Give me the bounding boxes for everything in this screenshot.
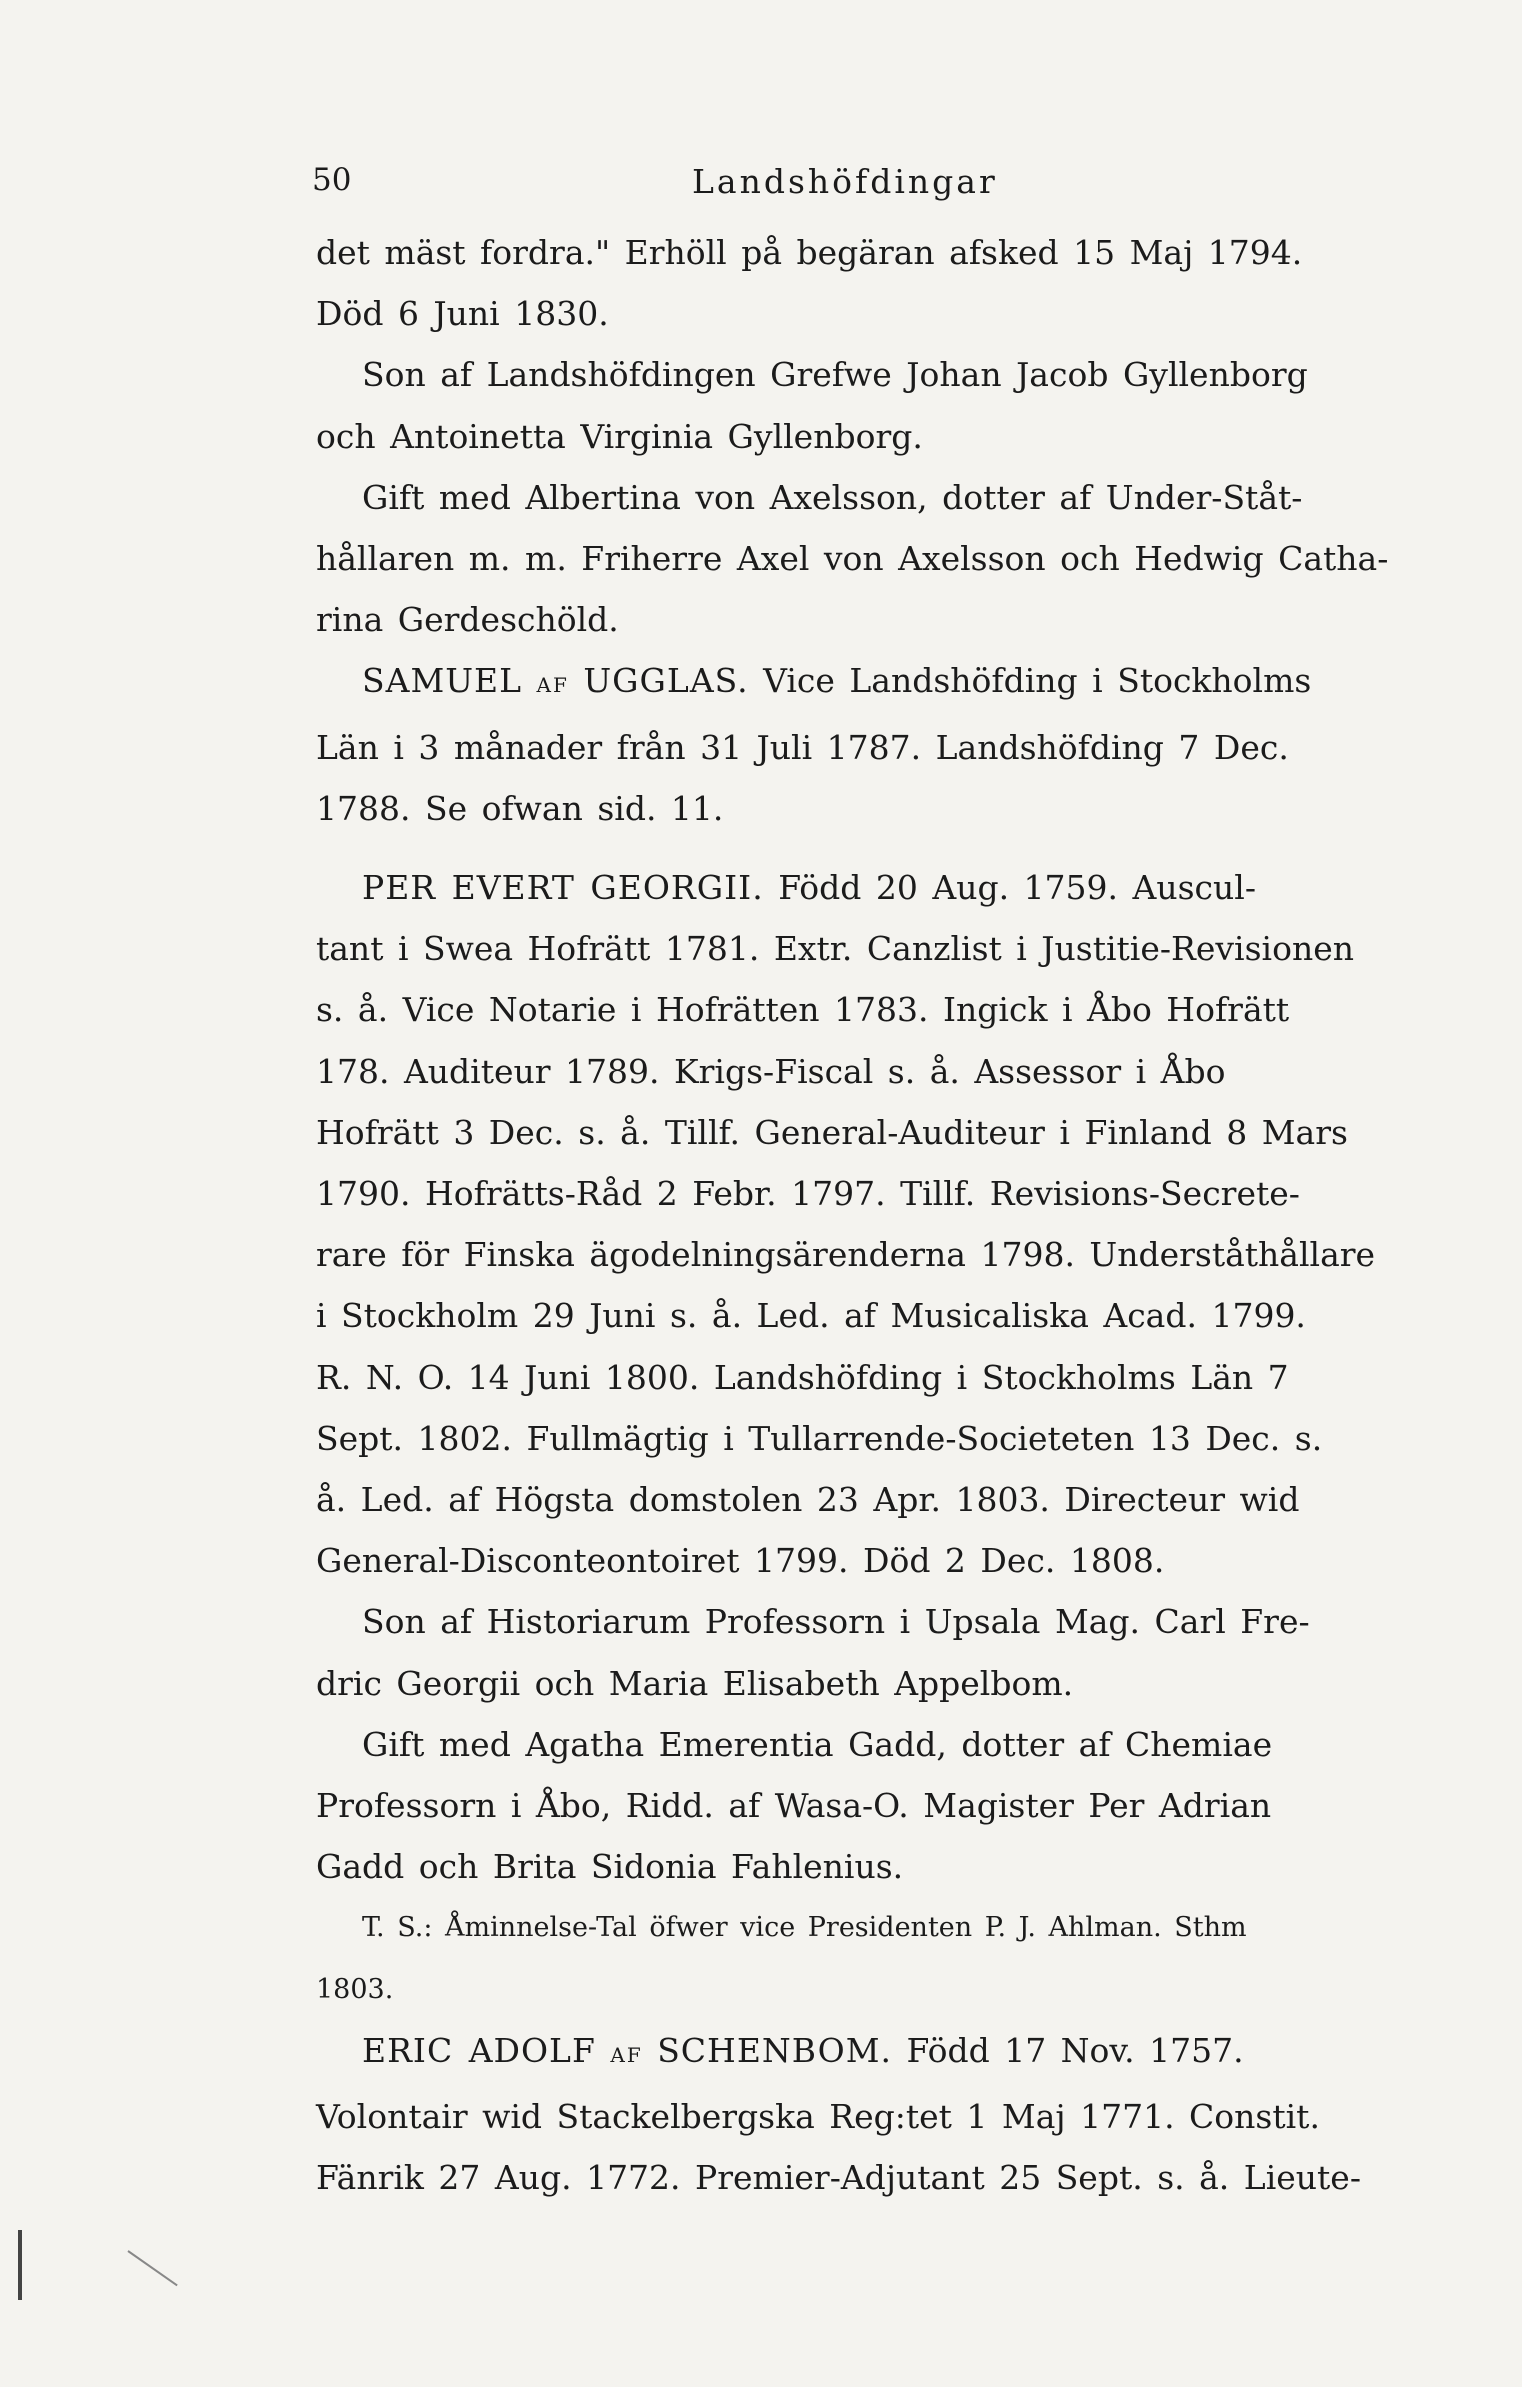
line: Gift med Agatha Emerentia Gadd, dotter af Chemiae — [362, 1724, 1273, 1764]
line: Volontair wid Stackelbergska Reg:tet 1 Maj 1771. Constit. — [316, 2097, 1320, 2137]
line: 1788. Se ofwan sid. 11. — [316, 788, 724, 828]
line: Hofrätt 3 Dec. s. å. Tillf. General-Auditeur i Finland 8 Mars — [316, 1112, 1348, 1152]
page-number: 50 — [312, 162, 352, 198]
person-surname: SCHENBOM. — [657, 2030, 892, 2070]
line: R. N. O. 14 Juni 1800. Landshöfding i Stockholms Län 7 — [316, 1357, 1289, 1397]
footnote-line: 1803. — [316, 1973, 394, 2005]
line: hållaren m. m. Friherre Axel von Axelsson och Hedwig Catha- — [316, 539, 1389, 579]
name-particle: AF — [536, 673, 569, 698]
line: Fänrik 27 Aug. 1772. Premier-Adjutant 25 Sept. s. å. Lieute- — [316, 2158, 1361, 2198]
line: tant i Swea Hofrätt 1781. Extr. Canzlist i Justitie-Revisionen — [316, 929, 1355, 969]
footnote-line: T. S.: Åminnelse-Tal öfwer vice Presidenten P. J. Ahlman. Sthm — [362, 1912, 1247, 1944]
line: rina Gerdeschöld. — [316, 600, 619, 640]
line: Gadd och Brita Sidonia Fahlenius. — [316, 1847, 904, 1887]
line: Län i 3 månader från 31 Juli 1787. Landshöfding 7 Dec. — [316, 727, 1289, 767]
line: Professorn i Åbo, Ridd. af Wasa-O. Magister Per Adrian — [316, 1786, 1272, 1826]
line: General-Disconteontoiret 1799. Död 2 Dec. 1808. — [316, 1541, 1165, 1581]
entry-heading — [316, 2020, 1452, 2086]
line: rare för Finska ägodelningsärenderna 1798. Underståthållare — [316, 1235, 1376, 1275]
entry-heading — [316, 857, 1452, 918]
person-name: PER EVERT GEORGII. — [362, 868, 764, 908]
line: 1790. Hofrätts-Råd 2 Febr. 1797. Tillf. Revisions-Secrete- — [316, 1174, 1300, 1214]
person-name: ERIC ADOLF — [362, 2030, 596, 2070]
line: och Antoinetta Virginia Gyllenborg. — [316, 416, 923, 456]
line: å. Led. af Högsta domstolen 23 Apr. 1803. Directeur wid — [316, 1480, 1300, 1520]
line: Död 6 Juni 1830. — [316, 294, 609, 334]
line: det mäst fordra." Erhöll på begäran afsked 15 Maj 1794. — [316, 233, 1303, 272]
person-surname: UGGLAS. — [583, 661, 749, 701]
name-particle: AF — [610, 2042, 643, 2067]
line: Gift med Albertina von Axelsson, dotter af Under-Ståt- — [362, 477, 1303, 517]
line: i Stockholm 29 Juni s. å. Led. af Musicaliska Acad. 1799. — [316, 1296, 1306, 1336]
page-body — [316, 222, 1452, 2209]
line: Son af Historiarum Professorn i Upsala Mag. Carl Fre- — [362, 1602, 1310, 1642]
line: Sept. 1802. Fullmägtig i Tullarrende-Societeten 13 Dec. s. — [316, 1418, 1323, 1458]
line-text: Vice Landshöfding i Stockholms — [763, 661, 1312, 701]
line-text: Född 20 Aug. 1759. Auscul- — [778, 868, 1256, 908]
line: Son af Landshöfdingen Grefwe Johan Jacob Gyllenborg — [362, 355, 1308, 395]
scan-margin-mark — [18, 2230, 22, 2300]
line: 178. Auditeur 1789. Krigs-Fiscal s. å. Assessor i Åbo — [316, 1051, 1226, 1091]
line: s. å. Vice Notarie i Hofrätten 1783. Ingick i Åbo Hofrätt — [316, 990, 1290, 1030]
running-title: Landshöfdingar — [692, 162, 998, 201]
scan-pencil-stroke — [127, 2250, 177, 2286]
entry-heading — [316, 650, 1452, 716]
person-name: SAMUEL — [362, 661, 523, 701]
page-header — [312, 162, 1452, 212]
line-text: Född 17 Nov. 1757. — [906, 2030, 1244, 2070]
line: dric Georgii och Maria Elisabeth Appelbom. — [316, 1663, 1074, 1703]
